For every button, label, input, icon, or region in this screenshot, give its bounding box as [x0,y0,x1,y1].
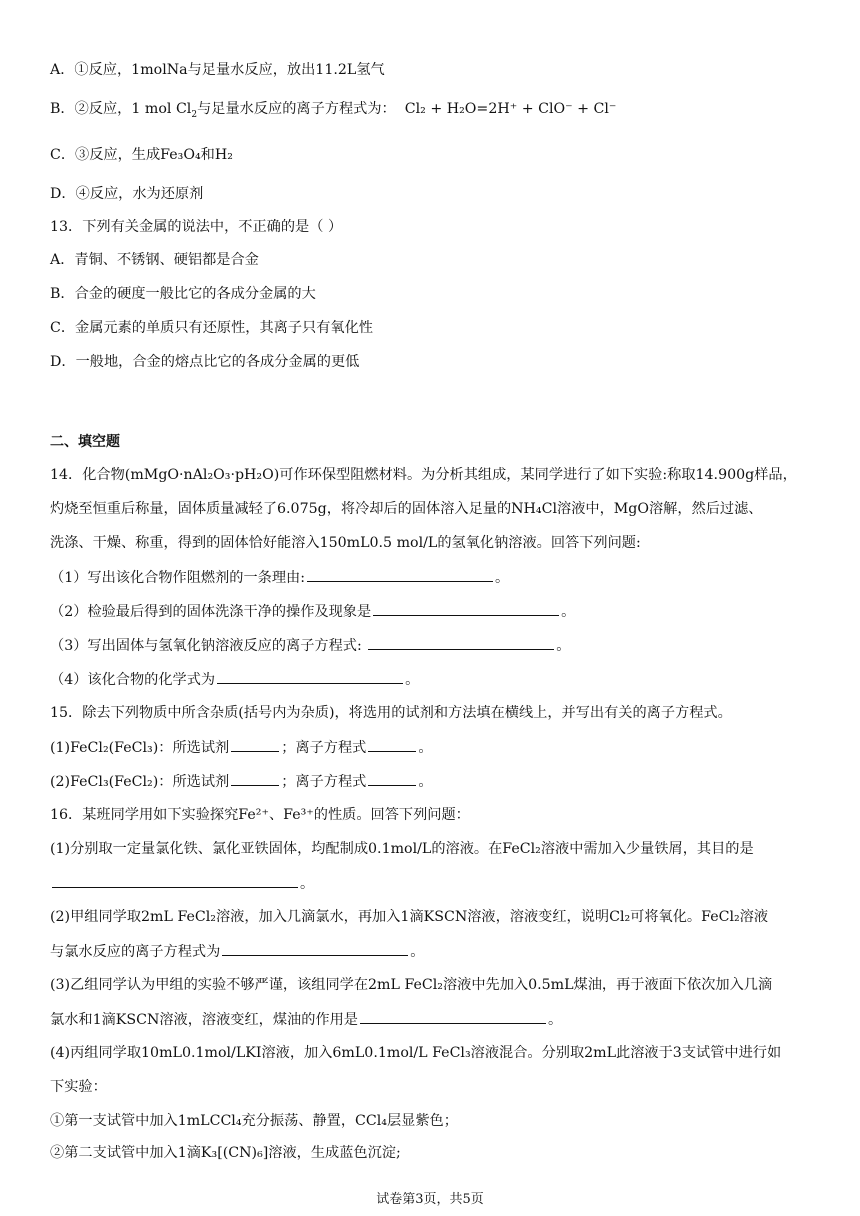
q15-item-2-text: (2)FeCl₃(FeCl₂)：所选试剂 [50,774,230,790]
q15-item-1 [50,737,820,758]
question-16-stem: 16．某班同学用如下实验探究Fe²⁺、Fe³⁺的性质。回答下列问题： [50,807,470,823]
q16-part-1-blank [50,873,820,894]
q14-line-2: 灼烧至恒重后称量，固体质量减轻了6.075g，将冷却后的固体溶入足量的NH₄Cl溶液中，MgO溶解，然后过滤、 [50,501,763,517]
q14-sub-3-text: （3）写出固体与氢氧化钠溶液反应的离子方程式: [50,638,367,654]
q16-experiment-1: ①第一支试管中加入1mLCCl₄充分振荡、静置，CCl₄层显紫色； [50,1113,458,1129]
answer-blank[interactable] [307,567,493,582]
answer-blank[interactable] [217,669,403,684]
q14-sub-2 [50,601,820,622]
equation-blank[interactable] [368,771,416,786]
q14-sub-1-text: （1）写出该化合物作阻燃剂的一条理由: [50,570,305,586]
q16-part-4-cont: 下实验： [50,1079,107,1095]
answer-blank[interactable] [52,873,298,888]
period: 。 [418,740,433,756]
equation-blank[interactable] [368,737,416,752]
q16-part-3-cont [50,1009,820,1030]
q16-experiment-2: ②第二支试管中加入1滴K₃[(CN)₆]溶液，生成蓝色沉淀; [50,1145,401,1161]
option-c-q12: C．③反应，生成Fe₃O₄和H₂ [50,147,233,163]
question-13-stem: 13．下列有关金属的说法中，不正确的是（ ） [50,219,343,235]
q15-mid-text: ；离子方程式 [281,774,367,790]
q14-sub-3 [50,635,820,656]
q14-sub-4 [50,669,820,690]
option-d-q12: D．④反应，水为还原剂 [50,186,204,202]
question-15-stem: 15．除去下列物质中所含杂质(括号内为杂质)，将选用的试剂和方法填在横线上，并写出有关的离子方程式。 [50,705,732,721]
answer-blank[interactable] [368,635,554,650]
q14-sub-4-text: （4）该化合物的化学式为 [50,672,216,688]
q15-item-1-text: (1)FeCl₂(FeCl₃)：所选试剂 [50,740,230,756]
q16-part-3-text: 氯水和1滴KSCN溶液，溶液变红，煤油的作用是 [50,1012,358,1028]
q16-part-3: (3)乙组同学认为甲组的实验不够严谨，该组同学在2mL FeCl₂溶液中先加入0.5mL煤油，再于液面下依次加入几滴 [50,977,773,993]
q16-part-1: (1)分别取一定量氯化铁、氯化亚铁固体，均配制成0.1mol/L的溶液。在FeCl₂溶液中需加入少量铁屑，其目的是 [50,841,754,857]
q16-part-2: (2)甲组同学取2mL FeCl₂溶液，加入几滴氯水，再加入1滴KSCN溶液，溶液变红，说明Cl₂可将氧化。FeCl₂溶液 [50,909,769,925]
option-b-q12: B．②反应，1 mol $Cl_2$与足量水反应的离子方程式为： Cl₂ + H₂O=2H⁺ + ClO⁻ + Cl⁻ [50,101,617,120]
period: 。 [300,876,315,892]
q15-item-2 [50,771,820,792]
period: 。 [495,570,510,586]
q14-sub-2-text: （2）检验最后得到的固体洗涤干净的操作及现象是 [50,604,372,620]
q16-part-4: (4)丙组同学取10mL0.1mol/LKI溶液，加入6mL0.1mol/L FeCl₃溶液混合。分别取2mL此溶液于3支试管中进行如 [50,1045,782,1061]
answer-blank[interactable] [222,941,408,956]
section-heading: 二、填空题 [50,434,120,450]
period: 。 [418,774,433,790]
answer-blank[interactable] [360,1009,546,1024]
q14-line-3: 洗涤、干燥、称重，得到的固体恰好能溶入150mL0.5 mol/L的氢氧化钠溶液。回答下列问题: [50,535,641,551]
option-a-q13: A．青铜、不锈钢、硬铝都是合金 [50,252,259,268]
q16-part-2-text: 与氯水反应的离子方程式为 [50,944,221,960]
page-footer: 试卷第3页，共5页 [376,1192,484,1207]
q16-part-2-cont [50,941,820,962]
option-d-q13: D．一般地，合金的熔点比它的各成分金属的更低 [50,354,360,370]
period: 。 [556,638,571,654]
q14-sub-1 [50,567,820,588]
period: 。 [561,604,576,620]
option-b-text-2: 与足量水反应的离子方程式为： [197,101,396,117]
option-b-q13: B．合金的硬度一般比它的各成分金属的大 [50,286,316,302]
option-a-q12: A．①反应，1molNa与足量水反应，放出11.2L氢气 [50,62,385,78]
period: 。 [548,1012,563,1028]
reagent-blank[interactable] [231,737,279,752]
option-b-text: B．②反应，1 mol Cl [50,101,192,117]
answer-blank[interactable] [373,601,559,616]
q14-line-1: 14．化合物(mMgO·nAl₂O₃·pH₂O)可作环保型阻燃材料。为分析其组成，某同学进行了如下实验:称取14.900g样品， [50,467,797,483]
q15-mid-text: ；离子方程式 [281,740,367,756]
option-c-q13: C．金属元素的单质只有还原性，其离子只有氧化性 [50,320,373,336]
period: 。 [405,672,420,688]
period: 。 [410,944,425,960]
reagent-blank[interactable] [231,771,279,786]
ionic-equation: Cl₂ + H₂O=2H⁺ + ClO⁻ + Cl⁻ [404,101,617,117]
